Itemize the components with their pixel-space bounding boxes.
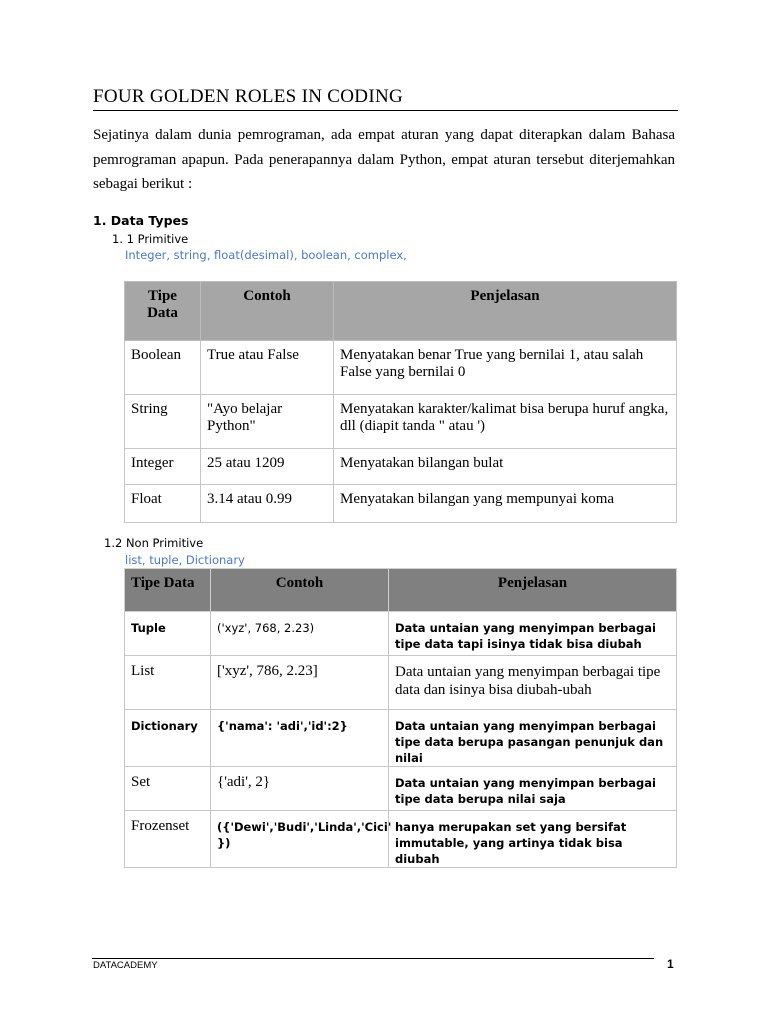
cell-contoh: ('xyz', 768, 2.23)	[211, 612, 389, 656]
table-row	[125, 485, 677, 523]
cell-tipe: Boolean	[125, 341, 201, 395]
cell-contoh: {'nama': 'adi','id':2}	[211, 710, 389, 767]
table-row	[125, 767, 677, 811]
cell-contoh: ['xyz', 786, 2.23]	[211, 656, 389, 710]
subsection-heading-primitive: 1. 1 Primitive	[112, 232, 189, 246]
table-row	[125, 656, 677, 710]
header-penjelasan: Penjelasan	[389, 569, 677, 612]
cell-contoh: "Ayo belajar Python"	[201, 395, 334, 449]
table-header-row	[125, 569, 677, 612]
primitive-data-table	[124, 281, 677, 523]
cell-tipe: Frozenset	[125, 811, 211, 868]
header-contoh: Contoh	[211, 569, 389, 612]
cell-tipe: String	[125, 395, 201, 449]
table-row	[125, 395, 677, 449]
page-number: 1	[667, 957, 674, 971]
subsection-heading-non-primitive: 1.2 Non Primitive	[104, 536, 204, 550]
cell-penjelasan: Menyatakan benar True yang bernilai 1, atau salah False yang bernilai 0	[334, 341, 677, 395]
cell-tipe: Dictionary	[125, 710, 211, 767]
non-primitive-types-list: list, tuple, Dictionary	[125, 553, 245, 567]
cell-tipe: Tuple	[125, 612, 211, 656]
header-penjelasan: Penjelasan	[334, 282, 677, 341]
table-row	[125, 811, 677, 868]
cell-tipe: List	[125, 656, 211, 710]
cell-penjelasan: Data untaian yang menyimpan berbagai tipe data berupa nilai saja	[389, 767, 677, 811]
cell-tipe: Integer	[125, 449, 201, 485]
table-row	[125, 612, 677, 656]
footer-divider	[92, 958, 654, 959]
cell-penjelasan: hanya merupakan set yang bersifat immutable, yang artinya tidak bisa diubah	[389, 811, 677, 868]
header-tipe-data: Tipe Data	[125, 569, 211, 612]
cell-tipe: Set	[125, 767, 211, 811]
intro-paragraph: Sejatinya dalam dunia pemrograman, ada empat aturan yang dapat diterapkan dalam Bahasa pemrograman apapun. Pada penerapannya dalam Python, empat aturan tersebut diterjemahkan sebagai berikut :	[93, 127, 675, 192]
cell-penjelasan: Menyatakan bilangan yang mempunyai koma	[334, 485, 677, 523]
section-heading-data-types: 1. Data Types	[93, 213, 189, 228]
cell-contoh: 3.14 atau 0.99	[201, 485, 334, 523]
table-row	[125, 710, 677, 767]
non-primitive-data-table	[124, 568, 677, 868]
cell-tipe: Float	[125, 485, 201, 523]
primitive-types-list: Integer, string, float(desimal), boolean, complex,	[125, 248, 407, 262]
cell-penjelasan: Menyatakan karakter/kalimat bisa berupa huruf angka, dll (diapit tanda " atau ')	[334, 395, 677, 449]
page-title: FOUR GOLDEN ROLES IN CODING	[93, 86, 678, 111]
cell-contoh: ({'Dewi','Budi','Linda','Cici' })	[211, 811, 389, 868]
cell-penjelasan: Data untaian yang menyimpan berbagai tipe data tapi isinya tidak bisa diubah	[389, 612, 677, 656]
footer-label: DATACADEMY	[93, 960, 158, 971]
cell-contoh: True atau False	[201, 341, 334, 395]
table-header-row	[125, 282, 677, 341]
cell-penjelasan: Data untaian yang menyimpan berbagai tipe data berupa pasangan penunjuk dan nilai	[389, 710, 677, 767]
header-contoh: Contoh	[201, 282, 334, 341]
header-tipe-data: Tipe Data	[125, 282, 201, 341]
cell-penjelasan: Menyatakan bilangan bulat	[334, 449, 677, 485]
cell-contoh: 25 atau 1209	[201, 449, 334, 485]
cell-contoh: {'adi', 2}	[211, 767, 389, 811]
cell-penjelasan: Data untaian yang menyimpan berbagai tipe data dan isinya bisa diubah-ubah	[389, 656, 677, 710]
table-row	[125, 449, 677, 485]
table-row	[125, 341, 677, 395]
